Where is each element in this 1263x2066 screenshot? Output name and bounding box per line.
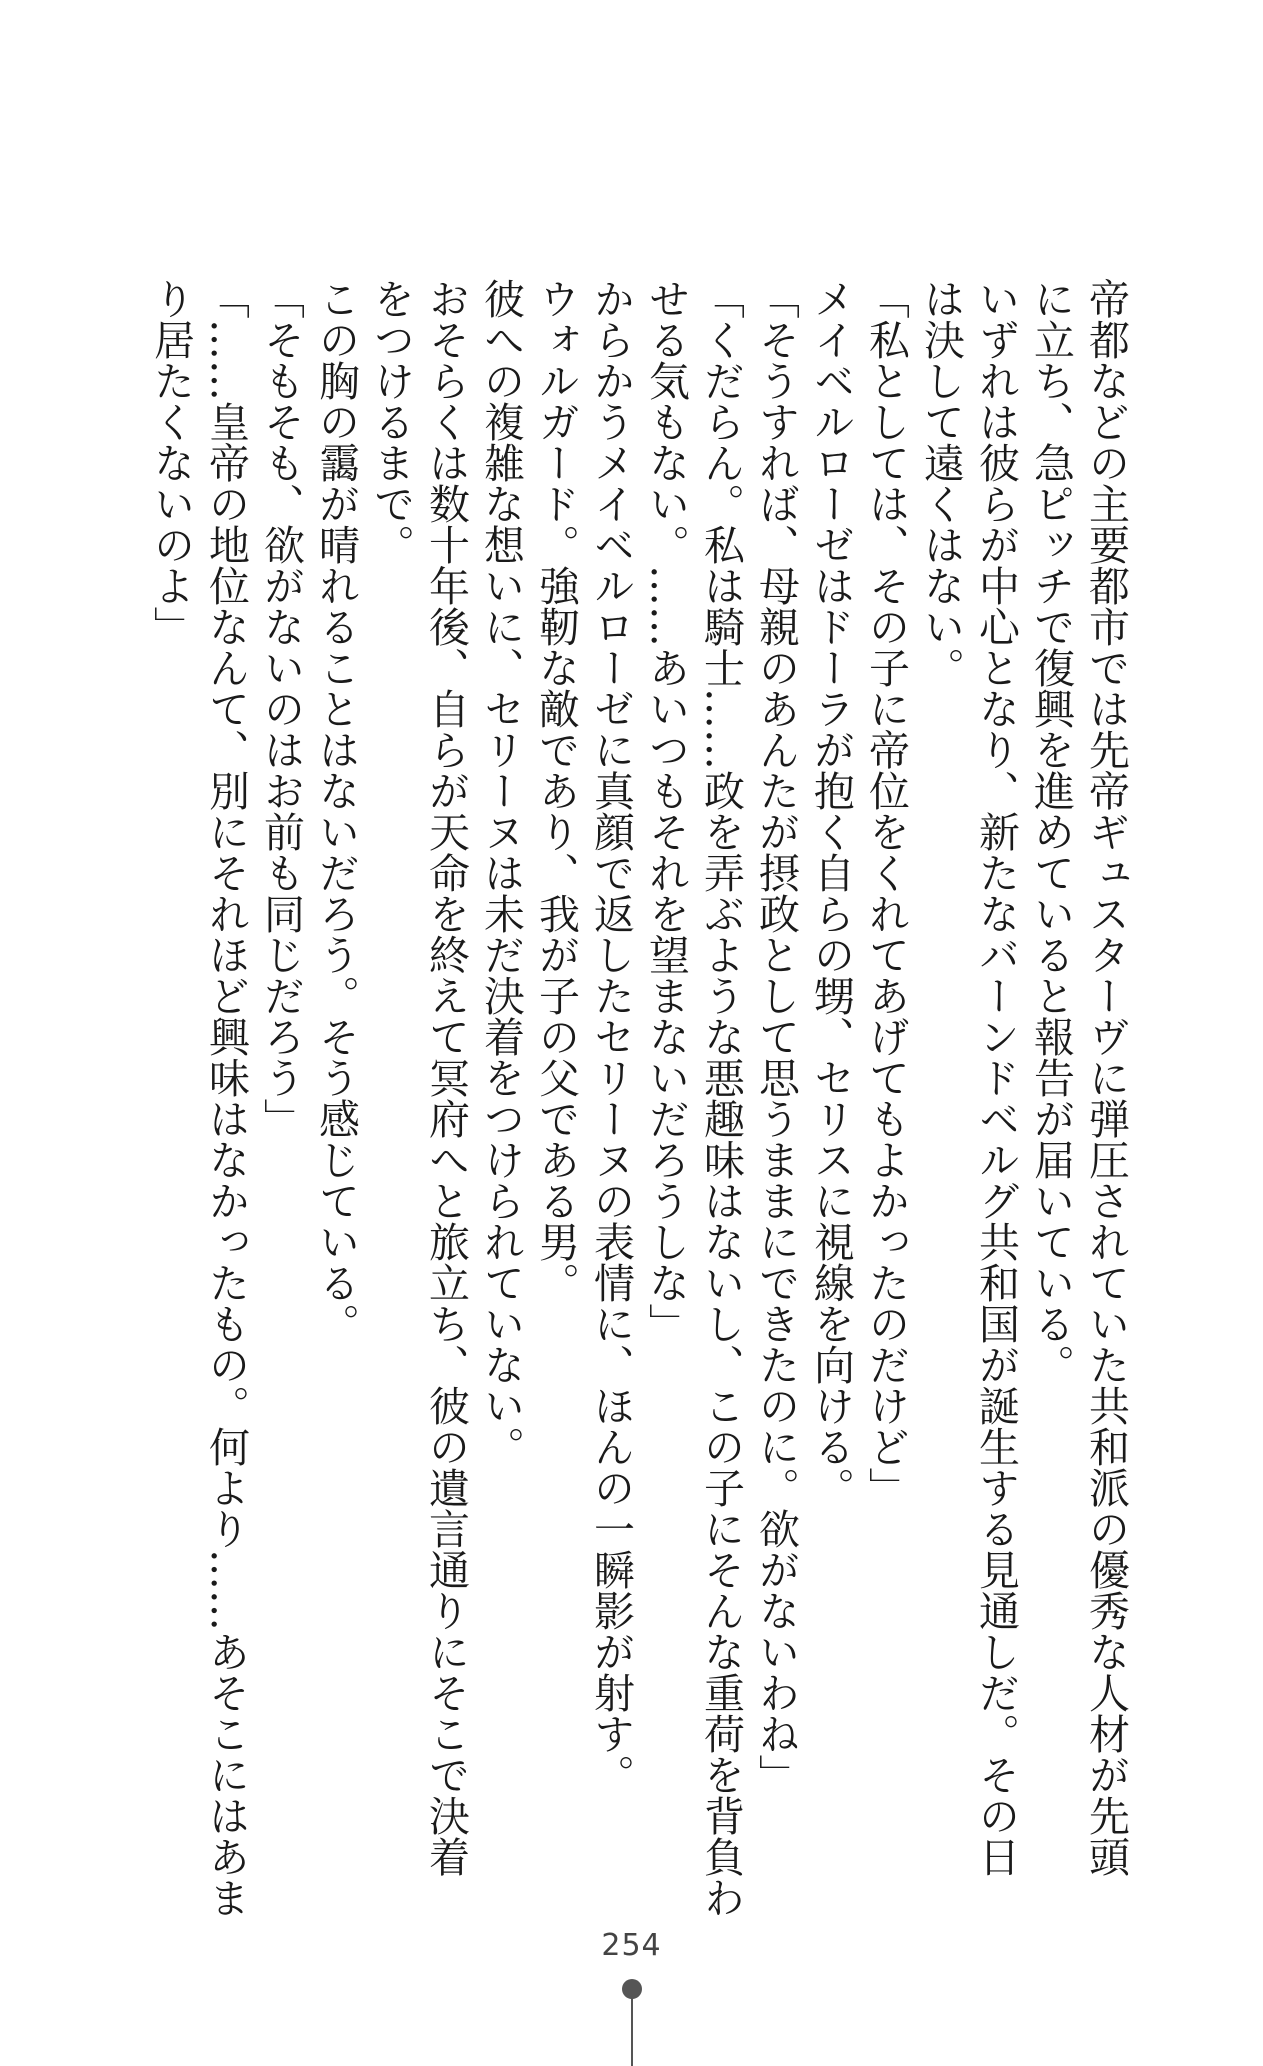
text-line: り居たくないのよ」 [147, 278, 195, 647]
text-line: 「そもそも、欲がないのはお前も同じだろう」 [257, 278, 305, 1139]
page-marker-line [631, 1998, 633, 2066]
text-line: 帝都などの主要都市では先帝ギュスターヴに弾圧されていた共和派の優秀な人材が先頭 [1082, 278, 1130, 1877]
text-line: おそらくは数十年後、自らが天命を終えて冥府へと旅立ち、彼の遺言通りにそこで決着 [422, 278, 470, 1877]
text-line: 彼への複雑な想いに、セリーヌは未だ決着をつけられていない。 [477, 278, 525, 1467]
vertical-text-body [143, 278, 1133, 1918]
page-number: 254 [601, 1928, 662, 1963]
text-line: 「くだらん。私は騎士……政を弄ぶような悪趣味はないし、この子にそんな重荷を背負わ [697, 278, 745, 1918]
text-line: ウォルガード。強靭な敵であり、我が子の父である男。 [532, 278, 580, 1303]
text-line: に立ち、急ピッチで復興を進めていると報告が届いている。 [1027, 278, 1075, 1385]
text-line: 「私としては、その子に帝位をくれてあげてもよかったのだけど」 [862, 278, 910, 1508]
page-marker-dot-icon [622, 1979, 642, 1999]
text-line: からかうメイベルローゼに真顔で返したセリーヌの表情に、ほんの一瞬影が射す。 [587, 278, 635, 1795]
text-line: 「……皇帝の地位なんて、別にそれほど興味はなかったもの。何より……あそこにはあま [202, 278, 250, 1918]
text-line: メイベルローゼはドーラが抱く自らの甥、セリスに視線を向ける。 [807, 278, 855, 1508]
text-line: この胸の靄が晴れることはないだろう。そう感じている。 [312, 278, 360, 1344]
text-line: 「そうすれば、母親のあんたが摂政として思うままにできたのに。欲がないわね」 [752, 278, 800, 1795]
text-line: せる気もない。……あいつもそれを望まないだろうしな」 [642, 278, 690, 1344]
text-line: は決して遠くはない。 [917, 278, 965, 688]
text-line: いずれは彼らが中心となり、新たなバーンドベルグ共和国が誕生する見通しだ。その日 [972, 278, 1020, 1877]
text-line: をつけるまで。 [367, 278, 415, 565]
